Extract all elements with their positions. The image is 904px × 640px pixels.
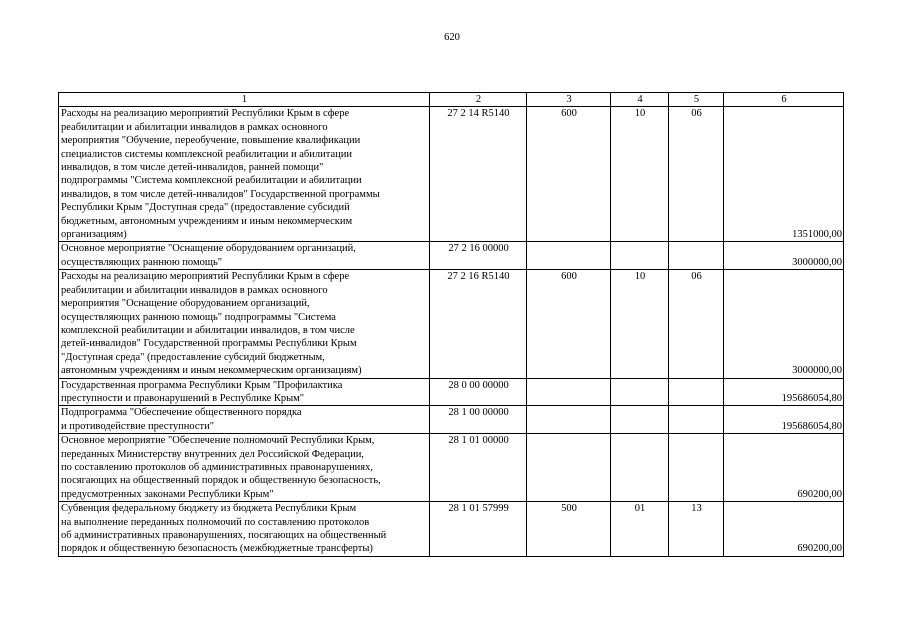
column-header-1: 1 bbox=[59, 93, 430, 107]
row-column-4 bbox=[611, 434, 669, 502]
row-amount: 1351000,00 bbox=[724, 107, 844, 242]
row-amount: 690200,00 bbox=[724, 502, 844, 557]
row-column-4: 10 bbox=[611, 270, 669, 378]
column-header-4: 4 bbox=[611, 93, 669, 107]
row-code: 27 2 16 00000 bbox=[430, 242, 527, 270]
row-description: Основное мероприятие "Обеспечение полномочий Республики Крым, переданных Министерству внутренних дел Российской Федерации, по составлению протоколов об административных правонарушениях, посягающих на общественный порядок и общественную безопасность, предусмотренных законами Республики Крым" bbox=[59, 434, 430, 502]
table-row bbox=[59, 406, 844, 434]
row-description: Расходы на реализацию мероприятий Республики Крым в сфере реабилитации и абилитации инвалидов в рамках основного мероприятия "Обучение, переобучение, повышение квалификации специалистов системы комплексной реабилитации и абилитации инвалидов, в том числе детей-инвалидов, ранней помощи" подпрограммы "Система комплексной реабилитации и абилитации инвалидов, в том числе детей-инвалидов" Государственной программы Республики Крым "Доступная среда" (предоставление субсидий бюджетным, автономным учреждениям и иным некоммерческим организациям) bbox=[59, 107, 430, 242]
budget-table bbox=[58, 92, 844, 557]
column-header-3: 3 bbox=[527, 93, 611, 107]
row-column-4 bbox=[611, 242, 669, 270]
row-column-3: 600 bbox=[527, 270, 611, 378]
row-column-3 bbox=[527, 406, 611, 434]
column-header-2: 2 bbox=[430, 93, 527, 107]
table-row bbox=[59, 242, 844, 270]
row-column-5: 06 bbox=[669, 270, 724, 378]
row-amount: 3000000,00 bbox=[724, 242, 844, 270]
row-code: 28 0 00 00000 bbox=[430, 378, 527, 406]
row-column-5 bbox=[669, 434, 724, 502]
row-column-3: 600 bbox=[527, 107, 611, 242]
row-description: Субвенция федеральному бюджету из бюджета Республики Крым на выполнение переданных полномочий по составлению протоколов об административных правонарушениях, посягающих на общественный порядок и общественную безопасность (межбюджетные трансферты) bbox=[59, 502, 430, 557]
table-row bbox=[59, 502, 844, 557]
row-column-5 bbox=[669, 378, 724, 406]
row-column-5: 06 bbox=[669, 107, 724, 242]
row-column-3 bbox=[527, 378, 611, 406]
row-amount: 195686054,80 bbox=[724, 406, 844, 434]
row-column-4 bbox=[611, 406, 669, 434]
row-code: 28 1 01 57999 bbox=[430, 502, 527, 557]
table-row bbox=[59, 107, 844, 242]
row-column-5 bbox=[669, 242, 724, 270]
table-row bbox=[59, 378, 844, 406]
row-description: Государственная программа Республики Крым "Профилактика преступности и правонарушений в Республике Крым" bbox=[59, 378, 430, 406]
row-code: 27 2 14 R5140 bbox=[430, 107, 527, 242]
row-description: Основное мероприятие "Оснащение оборудованием организаций, осуществляющих раннюю помощь" bbox=[59, 242, 430, 270]
page-number: 620 bbox=[444, 32, 460, 43]
row-column-5 bbox=[669, 406, 724, 434]
column-header-5: 5 bbox=[669, 93, 724, 107]
row-amount: 690200,00 bbox=[724, 434, 844, 502]
table-header-row bbox=[59, 93, 844, 107]
row-description: Подпрограмма "Обеспечение общественного порядка и противодействие преступности" bbox=[59, 406, 430, 434]
row-column-4: 01 bbox=[611, 502, 669, 557]
table-row bbox=[59, 434, 844, 502]
row-column-4 bbox=[611, 378, 669, 406]
row-code: 28 1 00 00000 bbox=[430, 406, 527, 434]
column-header-6: 6 bbox=[724, 93, 844, 107]
row-column-5: 13 bbox=[669, 502, 724, 557]
row-column-4: 10 bbox=[611, 107, 669, 242]
row-amount: 195686054,80 bbox=[724, 378, 844, 406]
row-column-3 bbox=[527, 242, 611, 270]
table-row bbox=[59, 270, 844, 378]
row-code: 27 2 16 R5140 bbox=[430, 270, 527, 378]
row-column-3 bbox=[527, 434, 611, 502]
row-amount: 3000000,00 bbox=[724, 270, 844, 378]
row-description: Расходы на реализацию мероприятий Республики Крым в сфере реабилитации и абилитации инвалидов в рамках основного мероприятия "Оснащение оборудованием организаций, осуществляющих раннюю помощь" подпрограммы "Система комплексной реабилитации и абилитации инвалидов, в том числе детей-инвалидов" Государственной программы Республики Крым "Доступная среда" (предоставление субсидий бюджетным, автономным учреждениям и иным некоммерческим организациям) bbox=[59, 270, 430, 378]
row-code: 28 1 01 00000 bbox=[430, 434, 527, 502]
row-column-3: 500 bbox=[527, 502, 611, 557]
